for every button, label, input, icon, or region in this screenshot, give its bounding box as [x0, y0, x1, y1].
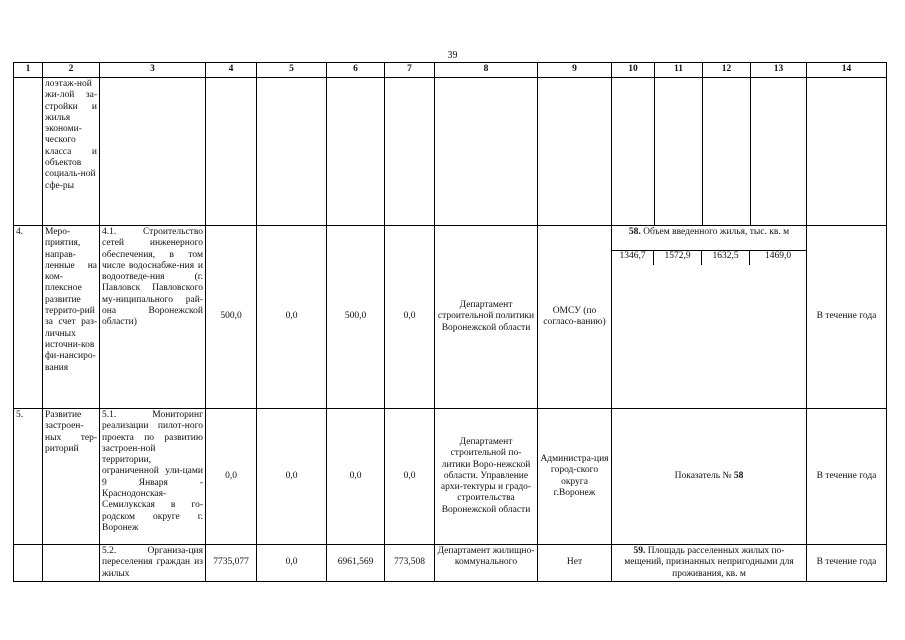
value-cell: 0,0 [327, 409, 385, 545]
sub-measure: 4.1. Строительство сетей инженерного обеспечения, в том числе водоснабже-ния и водоотведе-ния (г. Павловск Павловского му-ниципального рай-она Воронежской области) [100, 226, 206, 409]
term: В течение года [807, 545, 887, 582]
indicator-value: 1346,7 [612, 251, 654, 265]
indicator-ref [612, 409, 807, 545]
value-cell: 773,508 [385, 545, 435, 582]
indicator-text: Площадь расселенных жилых по-мещений, признанных непригодными для проживания, кв. м [624, 546, 794, 579]
executor: Департамент строительной по-литики Воро-нежской области. Управление архи-тектуры и градо-строительства Воронежской области [435, 409, 538, 545]
table-row [14, 545, 887, 582]
indicator-title [612, 226, 806, 251]
header-cell: 11 [655, 63, 703, 78]
value-cell: 500,0 [327, 226, 385, 409]
value-cell: 6961,569 [327, 545, 385, 582]
header-cell: 7 [385, 63, 435, 78]
executor: Департамент жилищно-коммунального [435, 545, 538, 582]
value-cell: 7735,077 [206, 545, 257, 582]
program-table [13, 62, 887, 582]
indicator-block [612, 226, 807, 409]
value-cell: 0,0 [257, 226, 327, 409]
header-cell: 10 [612, 63, 655, 78]
header-cell: 6 [327, 63, 385, 78]
executor: Департамент строительной политики Воронежской области [435, 226, 538, 409]
value-cell: 0,0 [257, 409, 327, 545]
measure-name: Меро-приятия, направ-ленные на ком-плексное развитие террито-рий за счет раз-личных источни-ков фи-нансиро-вания [43, 226, 100, 409]
indicator-text: Объем введенного жилья, тыс. кв. м [643, 227, 790, 237]
indicator-number: 58. [628, 227, 641, 237]
table-row [14, 409, 887, 545]
co-executor: Администра-ция город-ского округа г.Воронеж [538, 409, 612, 545]
value-cell: 500,0 [206, 226, 257, 409]
header-cell: 8 [435, 63, 538, 78]
header-cell: 1 [14, 63, 43, 78]
row-number: 4. [14, 226, 43, 409]
value-cell: 0,0 [385, 409, 435, 545]
indicator-number: 59. [633, 546, 646, 556]
header-cell: 5 [257, 63, 327, 78]
indicator-prefix: Показатель № [674, 470, 732, 481]
term: В течение года [807, 409, 887, 545]
header-cell: 3 [100, 63, 206, 78]
header-cell: 13 [751, 63, 807, 78]
sub-measure: 5.1. Мониторинг реализации пилот-ного проекта по развитию застроен-ной территории, ограниченной ули-цами 9 Января - Краснодонская-Семилукская в го-родском округе г. Воронеж [100, 409, 206, 545]
indicator-value: 1572,9 [654, 251, 702, 265]
sub-measure: 5.2. Организа-ция переселения граждан из жилых [100, 545, 206, 582]
co-executor: Нет [538, 545, 612, 582]
header-cell: 2 [43, 63, 100, 78]
measure-name: Развитие застроен-ных тер-риторий [43, 409, 100, 545]
header-cell: 4 [206, 63, 257, 78]
row-number: 5. [14, 409, 43, 545]
page-number: 39 [447, 50, 458, 61]
indicator-number: 58 [733, 470, 744, 481]
term: В течение года [807, 226, 887, 409]
header-row [14, 63, 887, 78]
indicator-value: 1469,0 [764, 251, 792, 261]
table-row [14, 78, 887, 226]
header-cell: 12 [703, 63, 751, 78]
value-cell: 0,0 [257, 545, 327, 582]
measure-name-continued: лоэтаж-ной жи-лой за-стройки и жилья экономи-ческого класса и объектов социаль-ной сфе-ры [43, 78, 100, 226]
value-cell: 0,0 [206, 409, 257, 545]
indicator-value: 1632,5 [702, 251, 750, 265]
header-cell: 9 [538, 63, 612, 78]
indicator-title [612, 545, 807, 582]
table-row [14, 226, 887, 409]
co-executor: ОМСУ (по согласо-ванию) [538, 226, 612, 409]
header-cell: 14 [807, 63, 887, 78]
value-cell: 0,0 [385, 226, 435, 409]
